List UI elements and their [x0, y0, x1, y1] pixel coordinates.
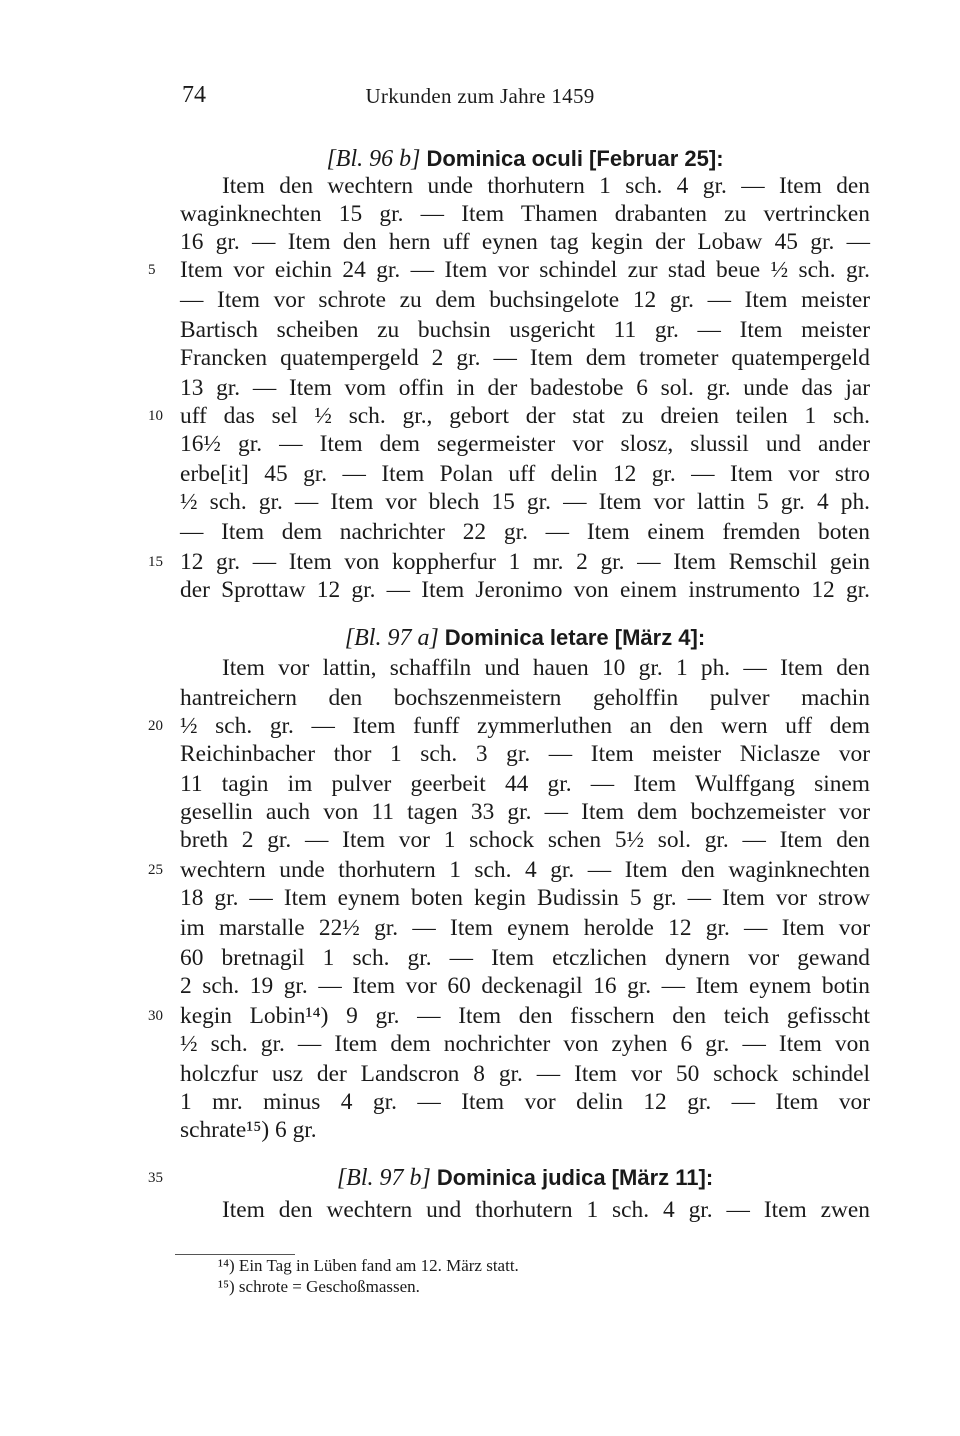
text-line: hantreichern den bochszenmeistern geholffin pulver machin [180, 685, 870, 711]
line-number: 5 [148, 262, 156, 278]
line-number: 35 [148, 1170, 163, 1186]
folio-reference: [Bl. 96 b] [326, 146, 421, 172]
text-line: kegin Lobin¹⁴) 9 gr. — Item den fisschern den teich gefisscht [180, 1003, 870, 1029]
text-line: Francken quatempergeld 2 gr. — Item dem trometer quatempergeld [180, 345, 870, 371]
text-line: Bartisch scheiben zu buchsin usgericht 11 gr. — Item meister [180, 317, 870, 343]
text-line: Item den wechtern und thorhutern 1 sch. 4 gr. — Item zwen [222, 1197, 870, 1223]
text-line: — Item dem nachrichter 22 gr. — Item einem fremden boten [180, 519, 870, 545]
section-title: Dominica letare [März 4]: [444, 625, 706, 650]
text-line: waginknechten 15 gr. — Item Thamen drabanten zu vertrincken [180, 201, 870, 227]
line-number: 25 [148, 862, 163, 878]
text-line: 1 mr. minus 4 gr. — Item vor delin 12 gr. — Item vor [180, 1089, 870, 1115]
page-number: 74 [182, 82, 206, 108]
text-line: 11 tagin im pulver geerbeit 44 gr. — Item Wulffgang sinem [180, 771, 870, 797]
text-line: 60 bretnagil 1 sch. gr. — Item etczlichen dynern vor gewand [180, 945, 870, 971]
folio-reference: [Bl. 97 b] [336, 1165, 431, 1191]
text-line: holczfur usz der Landscron 8 gr. — Item vor 50 schock schindel [180, 1061, 870, 1087]
text-line: breth 2 gr. — Item vor 1 schock schen 5½ sol. gr. — Item den [180, 827, 870, 853]
line-number: 20 [148, 718, 163, 734]
section-heading-judica [175, 1164, 875, 1192]
section-title: Dominica oculi [Februar 25]: [426, 146, 724, 171]
text-line: 13 gr. — Item vom offin in der badestobe 6 sol. gr. unde das jar [180, 375, 870, 401]
text-line: — Item vor schrote zu dem buchsingelote 12 gr. — Item meister [180, 287, 870, 313]
text-line: 12 gr. — Item von koppherfur 1 mr. 2 gr. — Item Remschil gein [180, 549, 870, 575]
text-line: im marstalle 22½ gr. — Item eynem herolde 12 gr. — Item vor [180, 915, 870, 941]
text-line: gesellin auch von 11 tagen 33 gr. — Item dem bochzemeister vor [180, 799, 870, 825]
text-line: erbe[it] 45 gr. — Item Polan uff delin 12 gr. — Item vor stro [180, 461, 870, 487]
text-line: Item vor eichin 24 gr. — Item vor schindel zur stad beue ½ sch. gr. [180, 257, 870, 283]
text-line: uff das sel ½ sch. gr., gebort der stat zu dreien teilen 1 sch. [180, 403, 870, 429]
text-line: 2 sch. 19 gr. — Item vor 60 deckenagil 16 gr. — Item eynem botin [180, 973, 870, 999]
footnote: ¹⁴) Ein Tag in Lüben fand am 12. März statt. [218, 1256, 519, 1275]
running-title: Urkunden zum Jahre 1459 [365, 84, 595, 108]
text-line: schrate¹⁵) 6 gr. [180, 1117, 317, 1143]
page-header [0, 82, 960, 112]
footnote-rule [175, 1254, 295, 1255]
text-line: ½ sch. gr. — Item dem nochrichter von zyhen 6 gr. — Item von [180, 1031, 870, 1057]
text-line: 18 gr. — Item eynem boten kegin Budissin 5 gr. — Item vor strow [180, 885, 870, 911]
text-line: ½ sch. gr. — Item vor blech 15 gr. — Item vor lattin 5 gr. 4 ph. [180, 489, 870, 515]
section-heading-letare [175, 624, 875, 652]
section-title: Dominica judica [März 11]: [436, 1165, 714, 1190]
line-number: 10 [148, 408, 163, 424]
text-line: der Sprottaw 12 gr. — Item Jeronimo von einem instrumento 12 gr. [180, 577, 870, 603]
section-heading-oculi [175, 145, 875, 173]
text-line: ½ sch. gr. — Item funff zymmerluthen an den wern uff dem [180, 713, 870, 739]
folio-reference: [Bl. 97 a] [344, 625, 439, 651]
text-line: Item den wechtern unde thorhutern 1 sch. 4 gr. — Item den [222, 173, 870, 199]
text-line: wechtern unde thorhutern 1 sch. 4 gr. — Item den waginknechten [180, 857, 870, 883]
text-line: 16 gr. — Item den hern uff eynen tag kegin der Lobaw 45 gr. — [180, 229, 870, 255]
footnote: ¹⁵) schrote = Geschoßmassen. [218, 1277, 420, 1296]
text-line: 16½ gr. — Item dem segermeister vor slosz, slussil und ander [180, 431, 870, 457]
text-line: Reichinbacher thor 1 sch. 3 gr. — Item meister Niclasze vor [180, 741, 870, 767]
line-number: 15 [148, 554, 163, 570]
text-line: Item vor lattin, schaffiln und hauen 10 gr. 1 ph. — Item den [222, 655, 870, 681]
line-number: 30 [148, 1008, 163, 1024]
